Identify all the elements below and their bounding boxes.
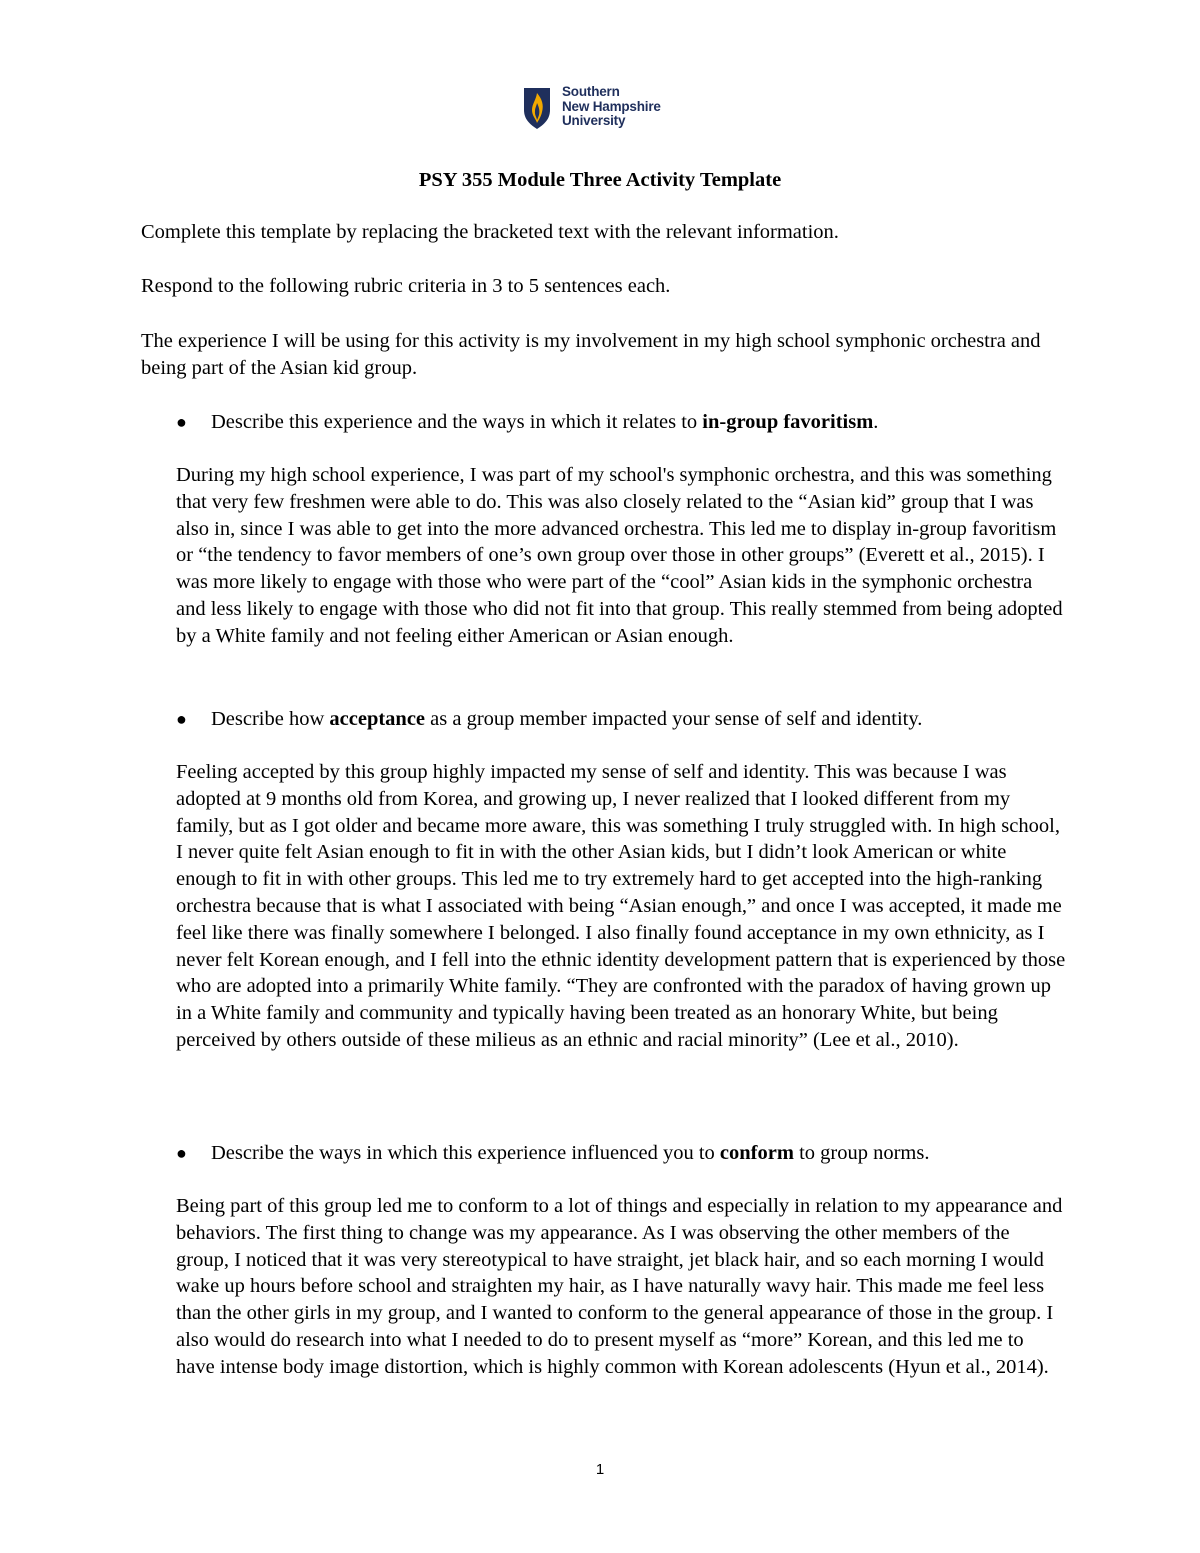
intro-paragraph: The experience I will be using for this activity is my involvement in my high school symphonic orchestra and being part of the Asian kid group. xyxy=(141,330,1041,379)
prompt-text: as a group member impacted your sense of self and identity. xyxy=(425,708,923,730)
logo-line-3: University xyxy=(562,113,626,128)
logo-line-1: Southern xyxy=(562,84,620,99)
bullet-marker: ● xyxy=(176,412,187,432)
prompt-keyword: conform xyxy=(719,1142,794,1164)
prompt-text: Describe how xyxy=(211,708,330,730)
rubric-note-text: Respond to the following rubric criteria in 3 to 5 sentences each. xyxy=(141,275,671,297)
response-in-group-favoritism: During my high school experience, I was part of my school's symphonic orchestra, and this was something that very few freshmen were able to do. This was also closely related to the “Asian kid” group that I was also in, since I was able to get into the more advanced orchestra. This led me to display in-group favoritism or “the tendency to favor members of one’s own group over those in other groups” (Everett et al., 2015). I was more likely to engage with those who were part of the “cool” Asian kids in the symphonic orchestra and less likely to engage with those who did not fit into that group. This really stemmed from being adopted by a White family and not feeling either American or Asian enough. xyxy=(176,464,1063,647)
logo-line-2: New Hampshire xyxy=(562,98,661,114)
prompt-text: . xyxy=(873,411,879,433)
document-title: PSY 355 Module Three Activity Template xyxy=(418,169,782,191)
prompt-keyword: in-group favoritism xyxy=(702,411,874,433)
response-conform: Being part of this group led me to conform to a lot of things and especially in relation to my appearance and behaviors. The first thing to change was my appearance. As I was observing the other members of the group, I noticed that it was very stereotypical to have straight, jet black hair, and so each morning I would wake up hours before school and straighten my hair, as I have naturally wavy hair. This made me feel less than the other girls in my group, and I wanted to conform to the general appearance of those in the group. I also would do research into what I needed to do to present myself as “more” Korean, and this led me to have intense body image distortion, which is highly common with Korean adolescents (Hyun et al., 2014). xyxy=(176,1195,1063,1378)
prompt-conform xyxy=(211,1140,1071,1166)
response-acceptance: Feeling accepted by this group highly impacted my sense of self and identity. This was because I was adopted at 9 months old from Korea, and growing up, I never realized that I looked different from my family, but as I got older and became more aware, this was something I truly struggled with. In high school, I never quite felt Asian enough to fit in with the other Asian kids, but I didn’t look American or white enough to fit in with other groups. This led me to try extremely hard to get accepted into the high-ranking orchestra because that is what I associated with being “Asian enough,” and once I was accepted, it made me feel like there was finally somewhere I belonged. I also finally found acceptance in my own ethnicity, as I never felt Korean enough, and I fell into the ethnic identity development pattern that is experienced by those who are adopted into a primarily White family. “They are confronted with the paradox of having grown up in a White family and community and typically having been treated as an honorary White, but being perceived by others outside of these milieus as an ethnic and racial minority” (Lee et al., 2010). xyxy=(176,761,1066,1051)
prompt-acceptance xyxy=(211,706,1071,732)
flame-shield-icon xyxy=(522,86,552,130)
bullet-marker: ● xyxy=(176,1143,187,1163)
bullet-marker: ● xyxy=(176,709,187,729)
instructions-text: Complete this template by replacing the bracketed text with the relevant information. xyxy=(141,221,839,243)
university-name xyxy=(562,85,661,129)
prompt-in-group-favoritism xyxy=(211,409,1071,435)
page-number: 1 xyxy=(595,1461,605,1478)
university-logo xyxy=(522,86,702,136)
prompt-text: Describe the ways in which this experience influenced you to xyxy=(211,1142,720,1164)
prompt-text: Describe this experience and the ways in which it relates to xyxy=(211,411,703,433)
prompt-text: to group norms. xyxy=(793,1142,930,1164)
prompt-keyword: acceptance xyxy=(329,708,426,730)
